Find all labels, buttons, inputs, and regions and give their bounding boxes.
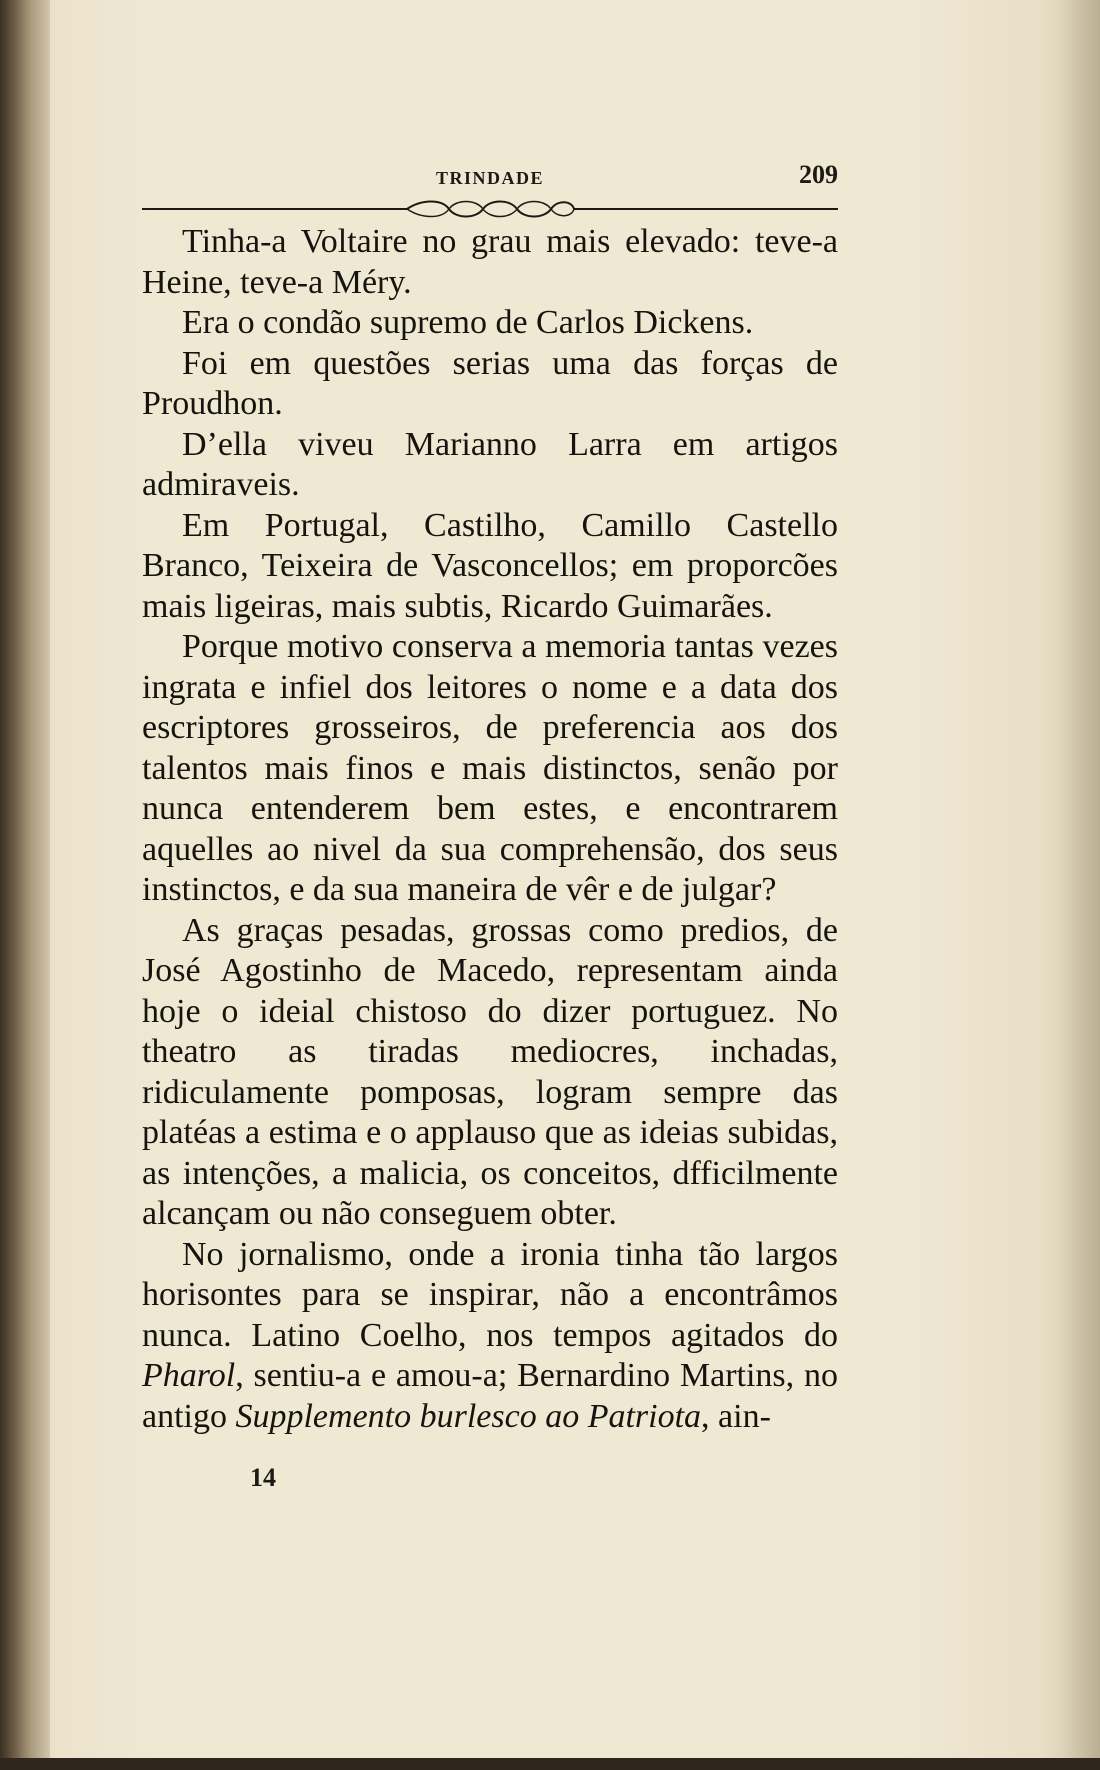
ornamental-rule <box>142 196 838 220</box>
paragraph: Em Portugal, Castilho, Camillo Castello Branco, Teixeira de Vasconcellos; em proporcões mais ligeiras, mais subtis, Ricardo Guimarães. <box>142 506 838 625</box>
periodical-title: Pharol <box>142 1357 236 1394</box>
paragraph: Era o condão supremo de Carlos Dickens. <box>182 304 754 341</box>
body-text <box>142 222 838 1437</box>
paragraph <box>142 1235 838 1438</box>
signature-mark: 14 <box>250 1463 276 1492</box>
paragraph: Porque motivo conserva a memoria tantas vezes ingrata e infiel dos leitores o nome e a data dos escriptores grosseiros, de preferencia aos dos talentos mais finos e mais distinctos, senão por nunca entenderem bem estes, e encontrarem aquelles ao nivel da sua comprehensão, dos seus instinctos, e da sua maneira de vêr e de julgar? <box>142 628 838 908</box>
paragraph-text: , ain- <box>701 1397 771 1435</box>
paragraph: Tinha-a Voltaire no grau mais elevado: teve-a Heine, teve-a Méry. <box>142 223 838 301</box>
paragraph: D’ella viveu Marianno Larra em artigos admiraveis. <box>142 425 838 503</box>
page-number: 209 <box>799 160 838 189</box>
paragraph-text: No jornalismo, onde a ironia tinha tão largos horisontes para se inspirar, não a encontrâmos nunca. Latino Coelho, nos tempos agitados do <box>142 1235 838 1354</box>
page-bottom-edge <box>0 1758 1100 1770</box>
page-edge-shadow <box>1060 0 1100 1770</box>
paragraph-text: , sentiu-a e amou-a; Bernardino Martins, no antigo <box>142 1357 838 1435</box>
paragraph: Foi em questões serias uma das forças de Proudhon. <box>142 344 838 422</box>
paragraph: As graças pesadas, grossas como predios, de José Agostinho de Macedo, representam ainda hoje o ideial chistoso do dizer portuguez. No theatro as tiradas mediocres, inchadas, ridiculamente pomposas, logram sempre das platéas a estima e o applauso que as ideias subidas, as intenções, a malicia, os conceitos, dfficilmente alcançam ou não conseguem obter. <box>142 911 838 1232</box>
book-spine-shadow <box>0 0 50 1770</box>
running-title: TRINDADE <box>435 168 544 188</box>
page-header <box>142 160 838 190</box>
periodical-title: Supplemento burlesco ao Patriota <box>235 1397 702 1435</box>
